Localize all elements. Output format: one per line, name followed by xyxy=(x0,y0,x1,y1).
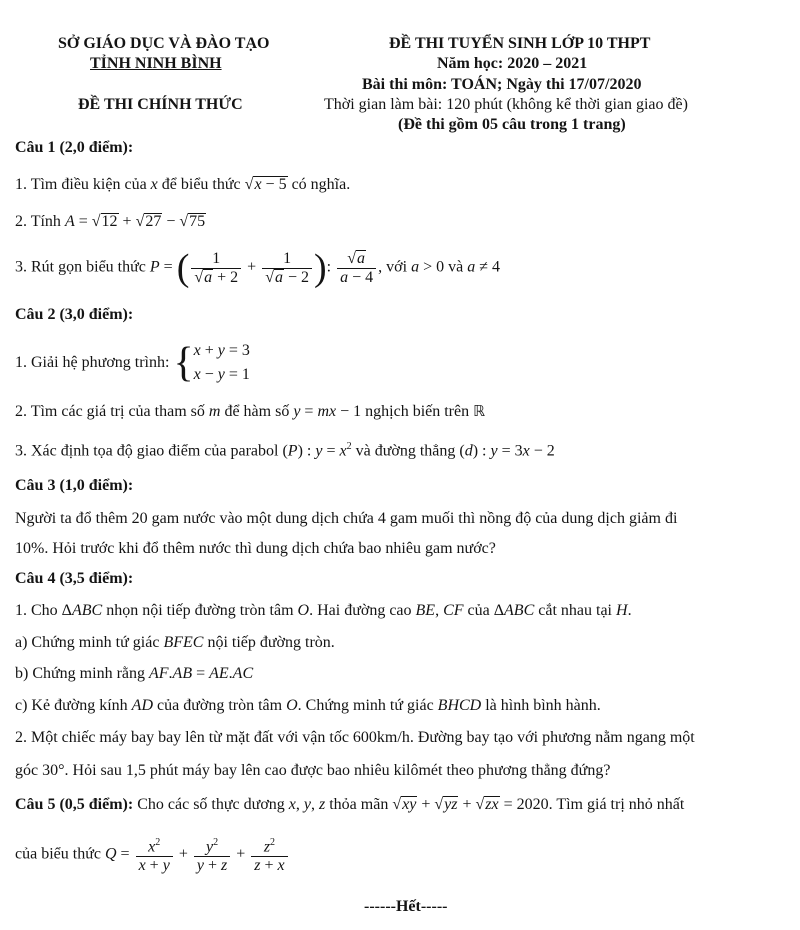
question-4-part-c: c) Kẻ đường kính AD của đường tròn tâm O. Chứng minh tứ giác BHCD là hình bình hành. xyxy=(15,697,601,714)
question-1-part-3: 3. Rút gọn biểu thức P = ( $\frac{1}{√a + 2}$ + $\frac{1}{√a - 2}$ ): $\frac{√a}{a - 4}$ , với a > 0 và a ≠ 4 xyxy=(15,247,500,289)
question-4-title: Câu 4 (3,5 điểm): xyxy=(15,570,134,587)
q4pa-text-b: nội tiếp đường tròn. xyxy=(207,634,335,651)
q4p1-text-c: . Hai đường cao xyxy=(309,602,412,619)
q4pc-text-b: của đường tròn tâm xyxy=(157,697,283,714)
q1p3-text-b: , với xyxy=(378,258,408,276)
q1p1-text-c: có nghĩa. xyxy=(291,176,351,193)
question-4-part-2-line-1: 2. Một chiếc máy bay bay lên từ mặt đất với vận tốc 600km/h. Đường bay tạo với phương nằm ngang một xyxy=(15,729,695,746)
exam-title: ĐỀ THI TUYỂN SINH LỚP 10 THPT xyxy=(389,35,651,52)
school-year: Năm học: 2020 – 2021 xyxy=(437,55,588,72)
q1p3-text-c: và xyxy=(448,258,464,276)
q2p1-text: 1. Giải hệ phương trình: xyxy=(15,354,170,371)
question-3-title: Câu 3 (1,0 điểm): xyxy=(15,477,134,494)
question-5-line-1: Câu 5 (0,5 điểm): Cho các số thực dương x, y, z thỏa mãn √xy + √yz + √zx = 2020. Tìm giá trị nhỏ nhất xyxy=(15,796,685,813)
q4pc-text-d: là hình bình hành. xyxy=(485,697,601,714)
q4p2-text-a: góc xyxy=(15,762,39,779)
q5-text-a: Cho các số thực dương xyxy=(137,796,285,813)
q5-text-b: thỏa mãn xyxy=(329,796,389,813)
end-marker: ------Hết----- xyxy=(364,898,448,915)
q4p2-text-b: . Hỏi sau 1,5 phút máy bay lên cao được bao nhiêu kilômét theo phương thẳng đứng? xyxy=(64,762,611,779)
q5-text-c: . Tìm giá trị nhỏ nhất xyxy=(548,796,685,813)
question-4-part-2-line-2: góc 30°. Hỏi sau 1,5 phút máy bay lên cao được bao nhiêu kilômét theo phương thẳng đứng? xyxy=(15,762,611,779)
q2p3-text-b: và đường thẳng xyxy=(355,442,456,460)
question-2-part-1: 1. Giải hệ phương trình: {x + y = 3 x − y = 1 xyxy=(15,340,250,386)
q2p2-text-a: 2. Tìm các giá trị của tham số xyxy=(15,403,205,420)
question-5-title: Câu 5 (0,5 điểm): xyxy=(15,796,134,813)
question-3-line-1: Người ta đổ thêm 20 gam nước vào một dung dịch chứa 4 gam muối thì nồng độ của dung dịch giảm đi xyxy=(15,510,678,527)
q4p1-text-e: cắt nhau tại xyxy=(538,602,612,619)
question-4-part-a: a) Chứng minh tứ giác BFEC nội tiếp đường tròn. xyxy=(15,634,335,651)
question-5-line-2: của biểu thức Q = $\frac{x^2}{x + y}$ + $\frac{y^2}{y + z}$ + $\frac{z^2}{z + x}$ xyxy=(15,834,290,875)
q1p1-text-b: để biểu thức xyxy=(161,176,241,193)
q4p1-text-a: 1. Cho xyxy=(15,602,58,619)
q5-text-d: của biểu thức xyxy=(15,845,101,863)
q4pb-text: b) Chứng minh rằng xyxy=(15,665,145,682)
q2p2-text-c: nghịch biến trên xyxy=(365,403,470,420)
time-allowed: Thời gian làm bài: 120 phút (không kể thời gian giao đề) xyxy=(324,96,688,113)
question-2-title: Câu 2 (3,0 điểm): xyxy=(15,306,134,323)
question-2-part-3: 3. Xác định tọa độ giao điểm của parabol (P) : $y = x^2$ và đường thẳng (d) : y = 3x − 2 xyxy=(15,441,555,460)
subject-date: Bài thi môn: TOÁN; Ngày thi 17/07/2020 xyxy=(362,76,642,93)
question-1-part-2: 2. Tính A = √12 + √27 − √75 xyxy=(15,213,206,230)
q2p3-text-a: 3. Xác định tọa độ giao điểm của parabol xyxy=(15,442,279,460)
q2p2-text-b: để hàm số xyxy=(224,403,290,420)
q1p1-text-a: 1. Tìm điều kiện của xyxy=(15,176,147,193)
q4p1-text-d: của xyxy=(467,602,490,619)
q1p3-text-a: 3. Rút gọn biểu thức xyxy=(15,258,146,276)
q4pc-text-a: c) Kẻ đường kính xyxy=(15,697,128,714)
question-1-part-1: 1. Tìm điều kiện của x để biểu thức √x − 5 có nghĩa. xyxy=(15,176,351,193)
question-1-title: Câu 1 (2,0 điểm): xyxy=(15,139,134,156)
official-exam-label: ĐỀ THI CHÍNH THỨC xyxy=(78,96,243,113)
q4p1-text-b: nhọn nội tiếp đường tròn tâm xyxy=(106,602,294,619)
page-count-note: (Đề thi gồm 05 câu trong 1 trang) xyxy=(398,116,626,133)
q4pc-text-c: . Chứng minh tứ giác xyxy=(297,697,434,714)
question-3-line-2: 10%. Hỏi trước khi đổ thêm nước thì dung dịch chứa bao nhiêu gam nước? xyxy=(15,540,496,557)
q1p2-text: 2. Tính xyxy=(15,213,61,230)
question-2-part-2: 2. Tìm các giá trị của tham số m để hàm số y = mx − 1 nghịch biến trên ℝ xyxy=(15,402,485,420)
q4pa-text-a: a) Chứng minh tứ giác xyxy=(15,634,160,651)
province-name: TỈNH NINH BÌNH xyxy=(90,55,222,72)
question-4-part-b: b) Chứng minh rằng AF.AB = AE.AC xyxy=(15,665,254,682)
question-4-part-1: 1. Cho ΔABC nhọn nội tiếp đường tròn tâm O. Hai đường cao BE, CF của ΔABC cắt nhau tại H. xyxy=(15,602,632,619)
department-name: SỞ GIÁO DỤC VÀ ĐÀO TẠO xyxy=(58,35,270,52)
